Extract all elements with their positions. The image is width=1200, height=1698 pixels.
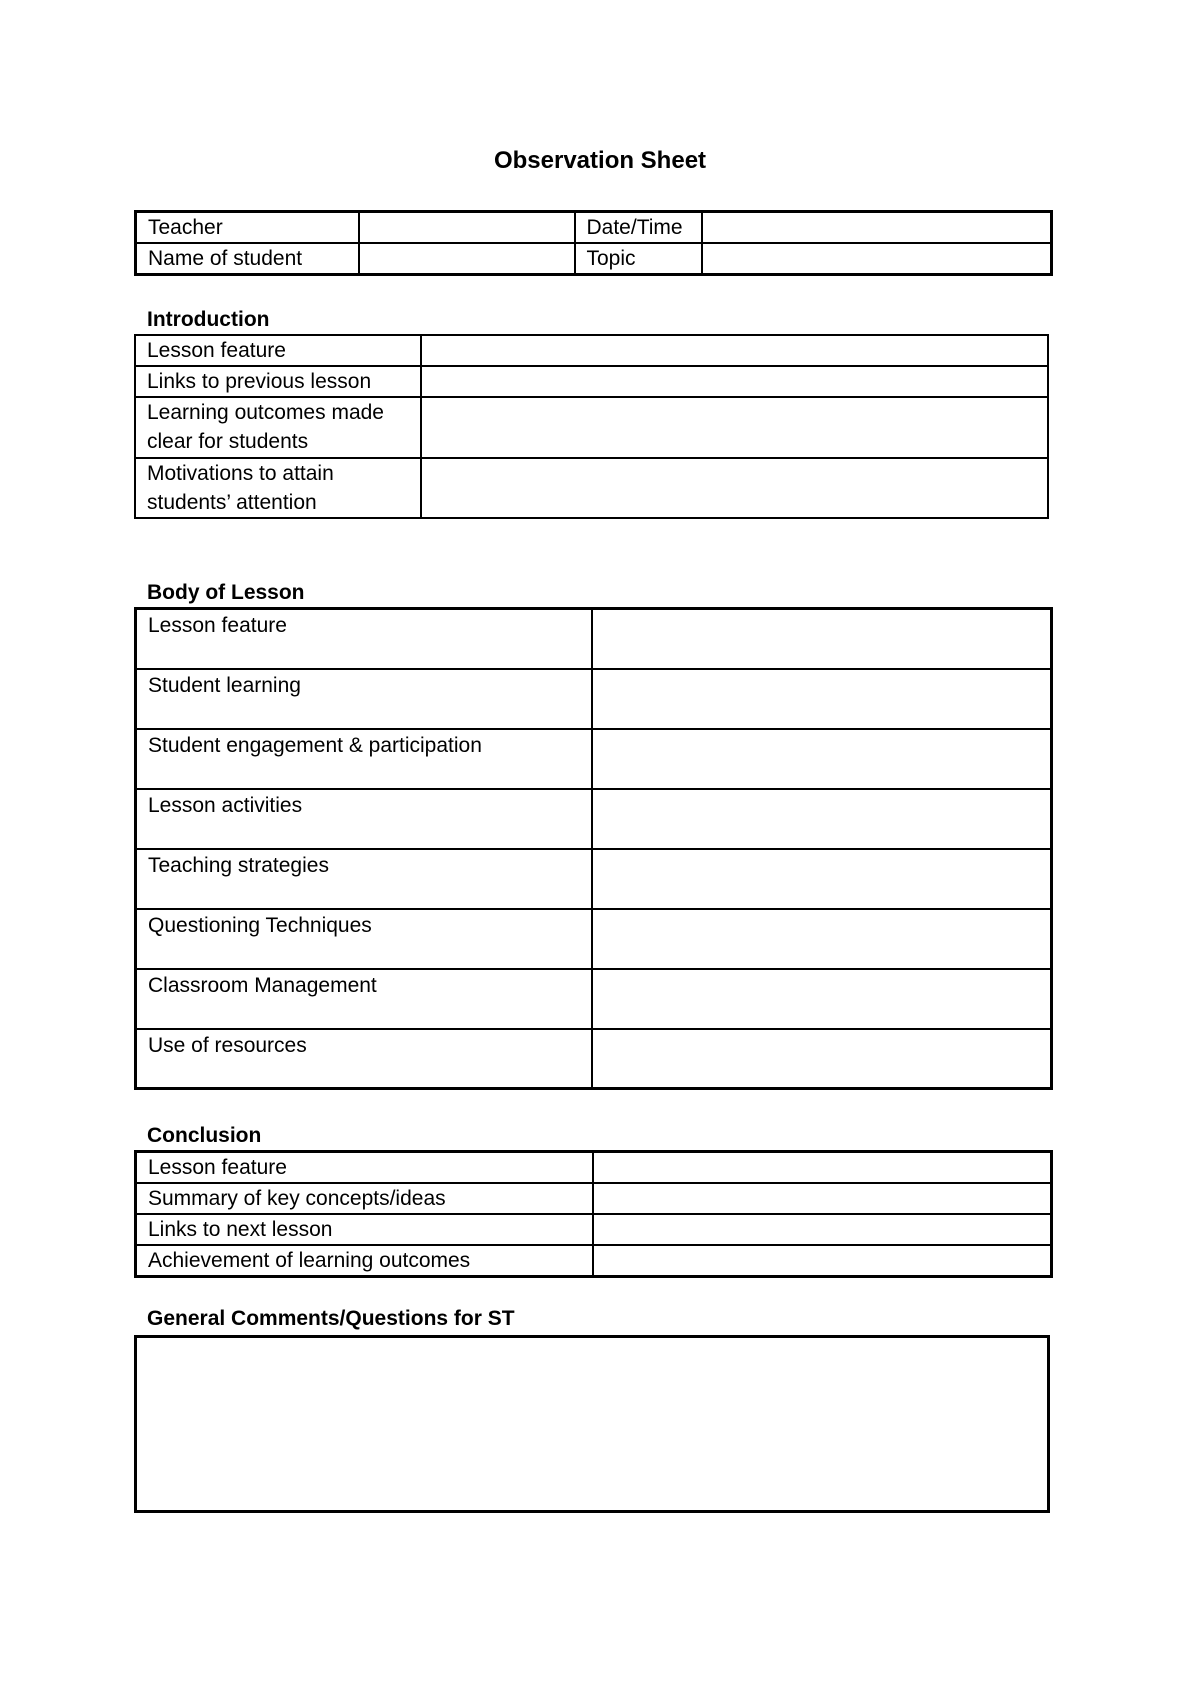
table-row <box>136 669 1052 729</box>
introduction-field[interactable] <box>421 397 1048 458</box>
body-heading: Body of Lesson <box>147 581 305 604</box>
body-label: Lesson activities <box>136 789 592 849</box>
topic-label: Topic <box>575 243 702 275</box>
introduction-field[interactable] <box>421 366 1048 397</box>
body-label: Lesson feature <box>136 609 592 669</box>
teacher-label: Teacher <box>136 212 359 244</box>
conclusion-field[interactable] <box>593 1245 1052 1277</box>
body-field[interactable] <box>592 849 1052 909</box>
table-row <box>135 335 1048 366</box>
conclusion-label: Links to next lesson <box>136 1214 593 1245</box>
introduction-field[interactable] <box>421 335 1048 366</box>
conclusion-label: Achievement of learning outcomes <box>136 1245 593 1277</box>
table-row <box>136 729 1052 789</box>
body-label: Teaching strategies <box>136 849 592 909</box>
introduction-field[interactable] <box>421 458 1048 518</box>
conclusion-heading: Conclusion <box>147 1124 262 1147</box>
body-field[interactable] <box>592 969 1052 1029</box>
introduction-table <box>134 334 1049 519</box>
body-field[interactable] <box>592 609 1052 669</box>
topic-field[interactable] <box>702 243 1052 275</box>
introduction-label: Links to previous lesson <box>135 366 421 397</box>
conclusion-field[interactable] <box>593 1152 1052 1184</box>
table-row <box>136 969 1052 1029</box>
body-field[interactable] <box>592 909 1052 969</box>
conclusion-field[interactable] <box>593 1214 1052 1245</box>
body-label: Questioning Techniques <box>136 909 592 969</box>
conclusion-label: Summary of key concepts/ideas <box>136 1183 593 1214</box>
body-label: Use of resources <box>136 1029 592 1089</box>
student-label: Name of student <box>136 243 359 275</box>
table-row <box>136 1183 1052 1214</box>
header-row-teacher <box>136 212 1052 244</box>
body-field[interactable] <box>592 669 1052 729</box>
header-table <box>134 210 1053 276</box>
table-row <box>136 1152 1052 1184</box>
table-row <box>136 1029 1052 1089</box>
table-row <box>136 1214 1052 1245</box>
introduction-heading: Introduction <box>147 308 270 331</box>
table-row <box>136 849 1052 909</box>
table-row <box>135 458 1048 518</box>
body-label: Student learning <box>136 669 592 729</box>
teacher-field[interactable] <box>359 212 575 244</box>
introduction-label: Motivations to attain students’ attention <box>135 458 421 518</box>
introduction-label: Learning outcomes made clear for students <box>135 397 421 458</box>
table-row <box>136 909 1052 969</box>
conclusion-field[interactable] <box>593 1183 1052 1214</box>
table-row <box>135 366 1048 397</box>
body-field[interactable] <box>592 1029 1052 1089</box>
student-field[interactable] <box>359 243 575 275</box>
datetime-field[interactable] <box>702 212 1052 244</box>
table-row <box>135 397 1048 458</box>
header-row-student <box>136 243 1052 275</box>
body-label: Classroom Management <box>136 969 592 1029</box>
conclusion-table <box>134 1150 1053 1278</box>
comments-heading: General Comments/Questions for ST <box>147 1307 515 1330</box>
comments-field[interactable] <box>134 1335 1050 1513</box>
body-field[interactable] <box>592 729 1052 789</box>
page-title: Observation Sheet <box>493 147 707 174</box>
introduction-label: Lesson feature <box>135 335 421 366</box>
body-label: Student engagement & participation <box>136 729 592 789</box>
table-row <box>136 609 1052 669</box>
table-row <box>136 1245 1052 1277</box>
table-row <box>136 789 1052 849</box>
conclusion-label: Lesson feature <box>136 1152 593 1184</box>
body-table <box>134 607 1053 1090</box>
datetime-label: Date/Time <box>575 212 702 244</box>
body-field[interactable] <box>592 789 1052 849</box>
